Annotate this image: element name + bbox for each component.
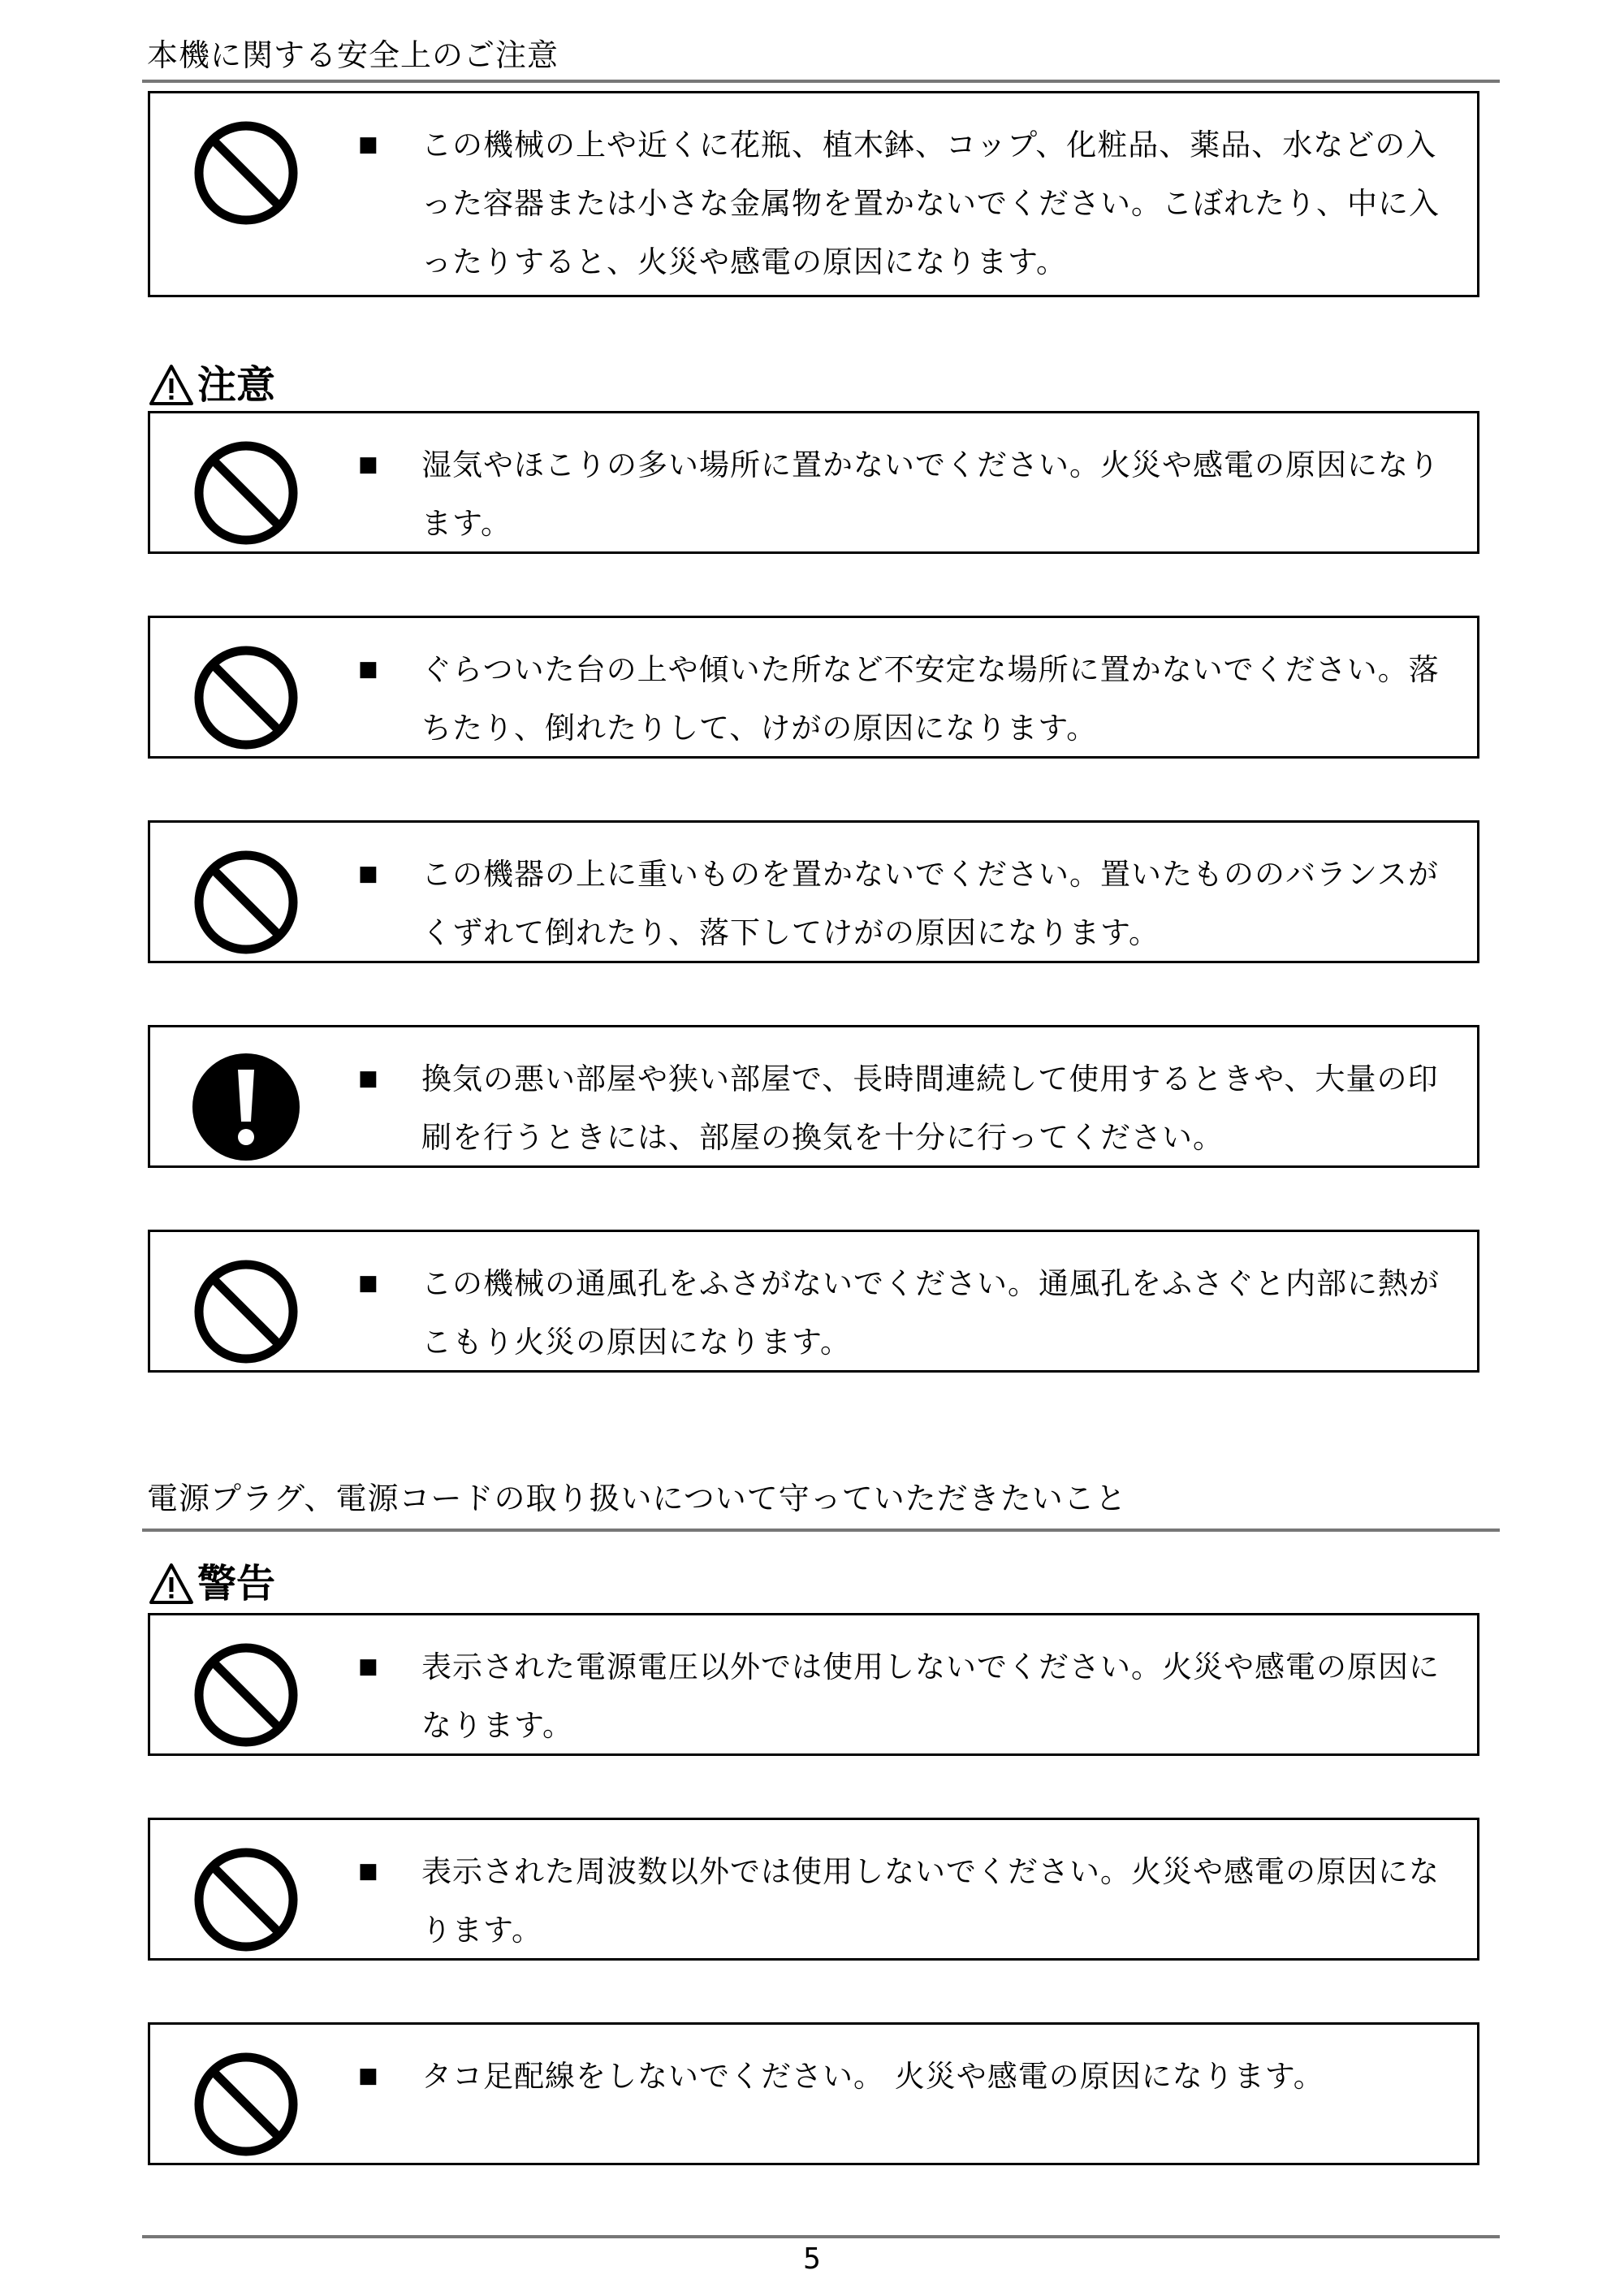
prohibition-icon xyxy=(191,1640,301,1750)
caution-box-4 xyxy=(148,1025,1479,1168)
warning-box-3 xyxy=(148,2022,1479,2165)
caution-heading xyxy=(149,361,275,409)
prohibition-icon xyxy=(191,2049,301,2160)
warning-box xyxy=(148,91,1479,297)
warning-box-2 xyxy=(148,1818,1479,1961)
bullet: ■ xyxy=(358,132,378,157)
warning-box-1 xyxy=(148,1613,1479,1756)
bullet: ■ xyxy=(358,1859,378,1883)
bullet: ■ xyxy=(358,2064,378,2088)
prohibition-icon xyxy=(191,642,301,753)
caution-label: 注意 xyxy=(197,362,276,408)
bullet: ■ xyxy=(358,1271,378,1295)
caution-text: この機器の上に重いものを置かないでください。置いたもののバランスがくずれて倒れたり、落下してけがの原因になります。 xyxy=(421,857,1439,950)
warning-label: 警告 xyxy=(197,1561,276,1606)
caution-text: ぐらついた台の上や傾いた所など不安定な場所に置かないでください。落ちたり、倒れたりして、けがの原因になります。 xyxy=(421,652,1440,746)
bullet: ■ xyxy=(358,452,378,477)
bullet: ■ xyxy=(358,1654,378,1679)
warning-text: 表示された周波数以外では使用しないでください。火災や感電の原因になります。 xyxy=(421,1854,1440,1948)
caution-box-3 xyxy=(148,820,1479,963)
caution-text: 換気の悪い部屋や狭い部屋で、長時間連続して使用するときや、大量の印刷を行うときには、部屋の換気を十分に行ってください。 xyxy=(421,1062,1439,1155)
prohibition-icon xyxy=(191,438,301,548)
warning-heading xyxy=(149,1559,275,1608)
section-rule xyxy=(142,1529,1500,1532)
section-title: 電源プラグ、電源コードの取り扱いについて守っていただきたいこと xyxy=(147,1481,1127,1516)
prohibition-icon xyxy=(191,118,301,228)
bullet: ■ xyxy=(358,657,378,681)
caution-box-5 xyxy=(148,1230,1479,1373)
caution-box-1 xyxy=(148,411,1479,554)
bullet: ■ xyxy=(358,1066,378,1091)
prohibition-icon xyxy=(191,1256,301,1367)
footer-rule xyxy=(142,2235,1500,2238)
prohibition-icon xyxy=(191,1844,301,1955)
alert-triangle-icon xyxy=(149,1561,194,1606)
bullet: ■ xyxy=(358,862,378,886)
warning-text: この機械の上や近くに花瓶、植木鉢、コップ、化粧品、薬品、水などの入った容器または小さな金属物を置かないでください。こぼれたり、中に入ったりすると、火災や感電の原因になります。 xyxy=(421,128,1440,279)
mandatory-icon xyxy=(191,1052,301,1162)
warning-text: タコ足配線をしないでください。 火災や感電の原因になります。 xyxy=(421,2059,1324,2094)
prohibition-icon xyxy=(191,847,301,958)
header-rule xyxy=(142,80,1500,83)
page-number: 5 xyxy=(803,2242,821,2276)
caution-box-2 xyxy=(148,616,1479,759)
caution-text: 湿気やほこりの多い場所に置かないでください。火災や感電の原因になります。 xyxy=(421,448,1440,541)
page-title: 本機に関する安全上のご注意 xyxy=(147,37,559,73)
warning-text: 表示された電源電圧以外では使用しないでください。火災や感電の原因になります。 xyxy=(421,1650,1440,1743)
caution-text: この機械の通風孔をふさがないでください。通風孔をふさぐと内部に熱がこもり火災の原因になります。 xyxy=(421,1266,1440,1360)
alert-triangle-icon xyxy=(149,362,194,408)
